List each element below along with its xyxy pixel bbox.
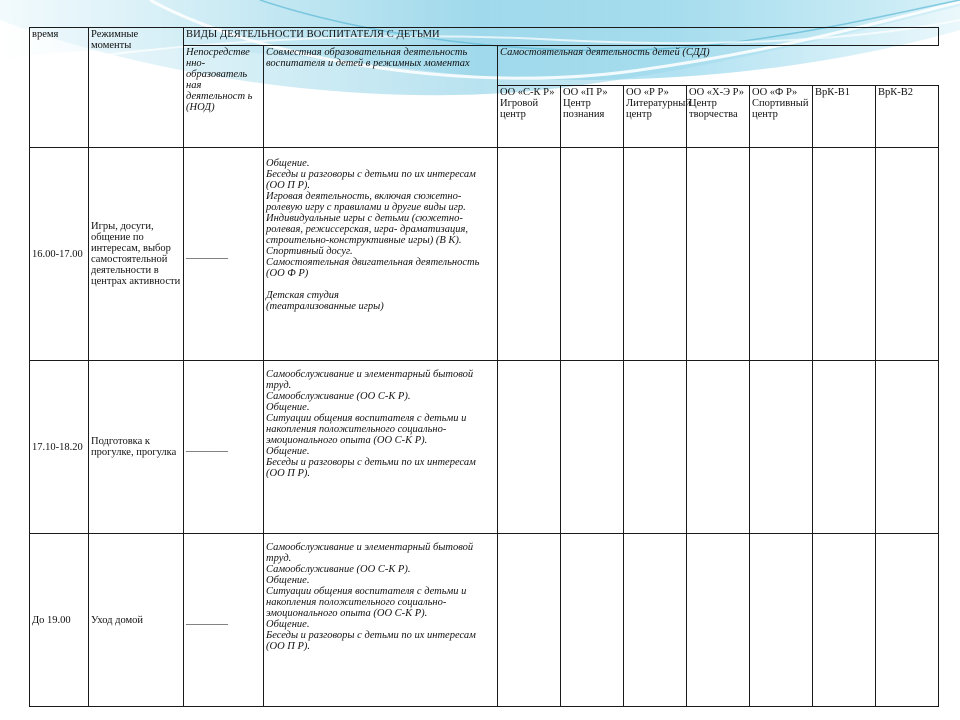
center-header-sk <box>498 86 561 148</box>
center-header-he <box>687 86 750 148</box>
row-time: До 19.00 <box>32 614 71 626</box>
row-nod-cell <box>184 360 264 534</box>
table-row <box>30 534 939 707</box>
center-header-vrk1 <box>813 86 876 148</box>
row-regime-cell <box>89 534 184 707</box>
header-regime-cell <box>89 28 184 148</box>
empty-cell <box>750 534 813 707</box>
header-regime-label: Режимные моменты <box>91 29 139 51</box>
empty-cell <box>876 534 939 707</box>
activity-plan-table <box>29 27 939 707</box>
row-nod-dash: ________ <box>186 248 228 260</box>
empty-cell <box>561 148 624 361</box>
empty-cell <box>687 534 750 707</box>
header-joint-cell <box>264 46 498 148</box>
row-nod-dash: ________ <box>186 614 228 626</box>
empty-cell <box>561 360 624 534</box>
empty-cell <box>876 148 939 361</box>
empty-cell <box>750 148 813 361</box>
empty-cell <box>813 534 876 707</box>
empty-cell <box>498 534 561 707</box>
empty-cell <box>813 148 876 361</box>
header-nod-label: Непосредстве нно-образователь ная деятельност ь (НОД) <box>186 47 253 114</box>
center-label: ОО «Х-Э Р» Центр творчества <box>689 87 745 121</box>
empty-cell <box>624 148 687 361</box>
header-time-label: время <box>32 29 59 40</box>
header-main-title: ВИДЫ ДЕЯТЕЛЬНОСТИ ВОСПИТАТЕЛЯ С ДЕТЬМИ <box>184 28 939 46</box>
empty-cell <box>750 360 813 534</box>
empty-cell <box>876 360 939 534</box>
empty-cell <box>687 148 750 361</box>
empty-cell <box>498 148 561 361</box>
header-nod-cell <box>184 46 264 148</box>
empty-cell <box>498 360 561 534</box>
empty-cell <box>687 360 750 534</box>
schedule-sheet <box>29 27 938 707</box>
row-nod-cell <box>184 534 264 707</box>
empty-cell <box>813 360 876 534</box>
row-nod-cell <box>184 148 264 361</box>
header-time-cell <box>30 28 89 148</box>
center-header-f <box>750 86 813 148</box>
row-regime: Уход домой <box>91 614 144 626</box>
center-label: ВрК-В2 <box>878 87 914 99</box>
row-regime-cell <box>89 148 184 361</box>
row-nod-dash: ________ <box>186 441 228 453</box>
header-sdd-cell <box>498 46 939 86</box>
header-sdd-label: Самостоятельная деятельность детей (СДД) <box>500 47 710 59</box>
row-time-cell <box>30 534 89 707</box>
center-header-p <box>561 86 624 148</box>
center-label: ВрК-В1 <box>815 87 851 99</box>
row-regime: Игры, досуги, общение по интересам, выбор самостоятельной деятельности в центрах активности <box>91 221 181 288</box>
empty-cell <box>624 534 687 707</box>
center-label: ОО «Р Р» Литературный центр <box>626 87 691 121</box>
row-time-cell <box>30 360 89 534</box>
row-time: 17.10-18.20 <box>32 441 83 453</box>
center-label: ОО «Ф Р» Спортивный центр <box>752 87 809 121</box>
empty-cell <box>624 360 687 534</box>
row-regime: Подготовка к прогулке, прогулка <box>91 436 177 459</box>
center-label: ОО «С-К Р» Игровой центр <box>500 87 555 121</box>
empty-cell <box>561 534 624 707</box>
row-joint-cell: Общение. Беседы и разговоры с детьми по их интересам (ОО П Р). Игровая деятельность, включая сюжетно-ролевую игру с правилами и другие виды игр. Индивидуальные игры с детьми (сюжетно-ролевая, режиссерская, игра- драматизация, строительно-конструктивные игры) (В К). Спортивный досуг. Самостоятельная двигательная деятельность (ОО Ф Р) Детская студия (театрализованные игры) <box>264 148 498 361</box>
header-joint-label: Совместная образовательная деятельность воспитателя и детей в режимных моментах <box>266 47 470 70</box>
row-time: 16.00-17.00 <box>32 248 83 260</box>
table-row <box>30 148 939 361</box>
row-joint-cell: Самообслуживание и элементарный бытовой труд. Самообслуживание (ОО С-К Р). Общение. Ситуации общения воспитателя с детьми и накопления положительного социально-эмоционального опыта (ОО С-К Р). Общение. Беседы и разговоры с детьми по их интересам (ОО П Р). <box>264 360 498 534</box>
row-joint-cell: Самообслуживание и элементарный бытовой труд. Самообслуживание (ОО С-К Р). Общение. Ситуации общения воспитателя с детьми и накопления положительного социально-эмоционального опыта (ОО С-К Р). Общение. Беседы и разговоры с детьми по их интересам (ОО П Р). <box>264 534 498 707</box>
table-row <box>30 360 939 534</box>
center-header-r <box>624 86 691 148</box>
center-label: ОО «П Р» Центр познания <box>563 87 608 121</box>
row-time-cell <box>30 148 89 361</box>
row-regime-cell <box>89 360 184 534</box>
center-header-vrk2 <box>876 86 939 148</box>
